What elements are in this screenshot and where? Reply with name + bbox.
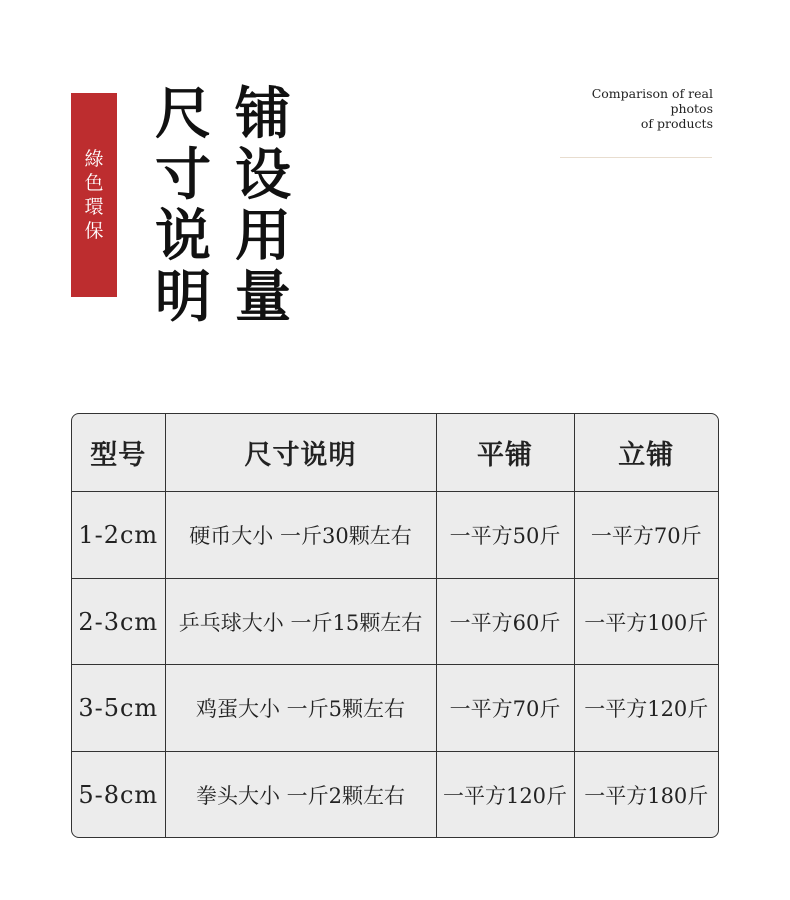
caption-line: photos <box>670 101 713 116</box>
caption-divider <box>560 157 712 158</box>
title-char: 设 <box>235 142 291 208</box>
title-char: 尺 <box>155 81 211 147</box>
cell-model: 3-5cm <box>72 665 165 752</box>
header-size-description: 尺寸说明 <box>165 414 436 492</box>
comparison-caption <box>553 86 713 131</box>
table-row <box>72 752 718 837</box>
title-char: 铺 <box>235 81 291 147</box>
cell-flat: 一平方50斤 <box>436 492 574 579</box>
cell-stand: 一平方120斤 <box>574 665 718 752</box>
cell-size: 鸡蛋大小 一斤5颗左右 <box>165 665 436 752</box>
cell-stand: 一平方70斤 <box>574 492 718 579</box>
page-title-column-size <box>150 81 216 330</box>
title-char: 寸 <box>155 142 211 208</box>
table-row <box>72 578 718 665</box>
table-row <box>72 492 718 579</box>
badge-char: 環 <box>84 196 104 218</box>
header-flat-laying: 平铺 <box>436 414 574 492</box>
header-stand-laying: 立铺 <box>574 414 718 492</box>
table-header-row <box>72 414 718 492</box>
table-row <box>72 665 718 752</box>
title-char: 量 <box>235 264 291 330</box>
title-char: 明 <box>155 264 211 330</box>
header-model: 型号 <box>72 414 165 492</box>
cell-size: 乒乓球大小 一斤15颗左右 <box>165 578 436 665</box>
green-eco-badge <box>71 93 117 297</box>
cell-size: 硬币大小 一斤30颗左右 <box>165 492 436 579</box>
cell-flat: 一平方120斤 <box>436 752 574 837</box>
cell-size: 拳头大小 一斤2颗左右 <box>165 752 436 837</box>
title-char: 说 <box>155 203 211 269</box>
title-char: 用 <box>235 203 291 269</box>
cell-model: 1-2cm <box>72 492 165 579</box>
cell-stand: 一平方180斤 <box>574 752 718 837</box>
cell-model: 2-3cm <box>72 578 165 665</box>
caption-line: of products <box>640 116 713 131</box>
badge-char: 綠 <box>84 148 104 170</box>
badge-char: 色 <box>84 172 104 194</box>
spec-table-container <box>71 413 719 838</box>
cell-flat: 一平方60斤 <box>436 578 574 665</box>
cell-model: 5-8cm <box>72 752 165 837</box>
badge-char: 保 <box>84 220 104 242</box>
caption-line: Comparison of real <box>591 86 713 101</box>
cell-flat: 一平方70斤 <box>436 665 574 752</box>
page-title-column-usage <box>230 81 296 330</box>
spec-table <box>72 414 718 837</box>
cell-stand: 一平方100斤 <box>574 578 718 665</box>
